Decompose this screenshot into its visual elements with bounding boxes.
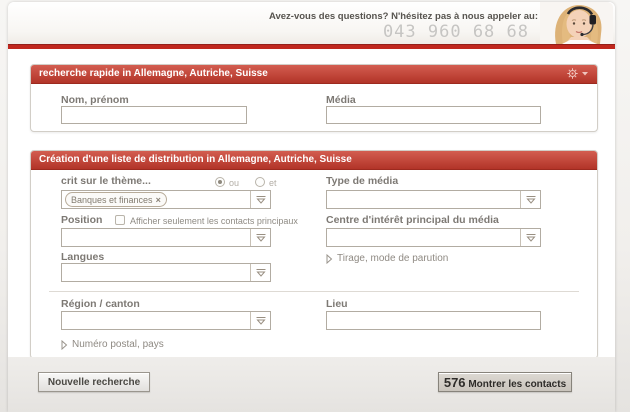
- header-question-text: Avez-vous des questions? N'hésitez pas à nous appeler au:: [268, 11, 538, 22]
- name-input[interactable]: [61, 106, 247, 124]
- position-combobox: [61, 228, 271, 247]
- theme-combobox-field[interactable]: [62, 191, 250, 208]
- place-label: Lieu: [326, 298, 348, 310]
- media-type-combobox: [326, 190, 541, 209]
- new-search-button[interactable]: Nouvelle recherche: [38, 372, 150, 392]
- triangle-right-icon: [61, 340, 68, 350]
- gear-icon[interactable]: [567, 68, 578, 79]
- red-divider-bar: [8, 44, 615, 49]
- media-type-combobox-field[interactable]: [327, 191, 520, 208]
- radio-and-label: et: [269, 178, 277, 188]
- region-label: Région / canton: [61, 298, 140, 310]
- languages-combobox-field[interactable]: [62, 264, 250, 281]
- footer-bar: [8, 357, 615, 412]
- media-type-label: Type de média: [326, 175, 399, 187]
- panel-options-control[interactable]: [567, 68, 589, 79]
- circulation-link-label: Tirage, mode de parution: [337, 253, 449, 264]
- quick-search-title: recherche rapide in Allemagne, Autriche, Suisse: [39, 68, 268, 79]
- media-interest-dropdown-arrow-icon[interactable]: [520, 229, 540, 246]
- languages-label: Langues: [61, 251, 105, 263]
- media-label: Média: [326, 94, 356, 106]
- media-interest-combobox-field[interactable]: [327, 229, 520, 246]
- languages-combobox: [61, 263, 271, 282]
- quick-search-panel-header: [31, 65, 597, 84]
- languages-dropdown-arrow-icon[interactable]: [250, 264, 270, 281]
- radio-or[interactable]: [215, 177, 225, 187]
- region-combobox: [61, 311, 271, 330]
- chevron-down-icon[interactable]: [581, 71, 589, 77]
- phone-number: 043 960 68 68: [382, 22, 529, 42]
- circulation-expand-link[interactable]: [326, 253, 448, 264]
- distribution-title: Création d'une liste de distribution in Allemagne, Autriche, Suisse: [39, 154, 352, 165]
- agent-illustration: [540, 2, 613, 44]
- distribution-panel-header: [31, 151, 597, 170]
- show-contacts-button[interactable]: [438, 372, 572, 392]
- theme-tag-label: Banques et finances: [71, 194, 153, 205]
- place-input[interactable]: [326, 311, 541, 330]
- theme-tag: [65, 192, 167, 207]
- theme-combobox: [61, 190, 271, 209]
- top-header: [8, 2, 615, 44]
- main-contacts-checkbox-label: Afficher seulement les contacts principaux: [130, 216, 298, 226]
- distribution-list-panel: [30, 150, 598, 359]
- section-divider: [49, 291, 579, 292]
- position-dropdown-arrow-icon[interactable]: [250, 229, 270, 246]
- main-card: [8, 2, 615, 412]
- media-input[interactable]: [326, 106, 541, 124]
- support-agent-photo: [540, 2, 613, 44]
- theme-label: crit sur le thème...: [61, 175, 151, 187]
- quick-search-panel: [30, 64, 598, 132]
- postal-expand-link[interactable]: [61, 339, 164, 350]
- postal-link-label: Numéro postal, pays: [72, 339, 164, 350]
- name-label: Nom, prénom: [61, 94, 129, 106]
- media-interest-label: Centre d'intérêt principal du média: [326, 214, 499, 226]
- position-combobox-field[interactable]: [62, 229, 250, 246]
- radio-or-label: ou: [229, 178, 240, 188]
- triangle-right-icon: [326, 254, 333, 264]
- position-label: Position: [61, 214, 103, 226]
- radio-and[interactable]: [255, 177, 265, 187]
- media-type-dropdown-arrow-icon[interactable]: [520, 191, 540, 208]
- show-contacts-label: Montrer les contacts: [468, 378, 567, 390]
- remove-tag-icon[interactable]: ×: [155, 194, 161, 205]
- theme-dropdown-arrow-icon[interactable]: [250, 191, 270, 208]
- media-interest-combobox: [326, 228, 541, 247]
- region-dropdown-arrow-icon[interactable]: [250, 312, 270, 329]
- main-contacts-checkbox[interactable]: [115, 215, 125, 225]
- contacts-count-badge: 576: [443, 374, 466, 390]
- region-combobox-field[interactable]: [62, 312, 250, 329]
